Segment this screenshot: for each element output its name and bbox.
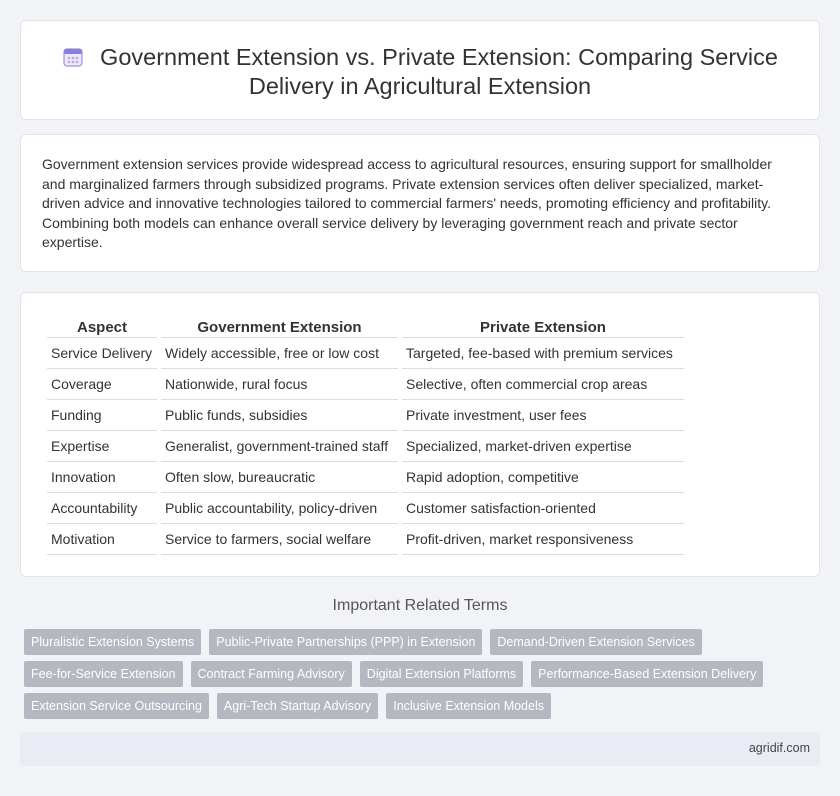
title-line-1: Government Extension vs. Private Extension: Comparing Service [100,44,778,70]
header-card [20,20,820,120]
tag-row [24,693,744,719]
aspect-cell: Accountability [47,493,157,524]
government-cell: Public accountability, policy-driven [161,493,398,524]
aspect-cell: Service Delivery [47,338,157,369]
tag-pluralistic-extension-systems[interactable]: Pluralistic Extension Systems [24,629,201,655]
tag-inclusive-extension-models[interactable]: Inclusive Extension Models [386,693,551,719]
aspect-cell: Funding [47,400,157,431]
government-cell: Nationwide, rural focus [161,369,398,400]
government-cell: Widely accessible, free or low cost [161,338,398,369]
table-row [47,524,684,555]
tag-contract-farming-advisory[interactable]: Contract Farming Advisory [191,661,352,687]
government-cell: Public funds, subsidies [161,400,398,431]
private-cell: Rapid adoption, competitive [402,462,684,493]
intro-card [20,134,820,272]
aspect-cell: Coverage [47,369,157,400]
table-row [47,431,684,462]
tag-digital-extension-platforms[interactable]: Digital Extension Platforms [360,661,523,687]
aspect-cell: Expertise [47,431,157,462]
aspect-cell: Motivation [47,524,157,555]
private-cell: Selective, often commercial crop areas [402,369,684,400]
table-row [47,369,684,400]
private-cell: Customer satisfaction-oriented [402,493,684,524]
table-row [47,400,684,431]
private-cell: Profit-driven, market responsiveness [402,524,684,555]
government-cell: Service to farmers, social welfare [161,524,398,555]
footer [20,732,820,766]
table-row [47,338,684,369]
government-cell: Generalist, government-trained staff [161,431,398,462]
table-row [47,493,684,524]
government-cell: Often slow, bureaucratic [161,462,398,493]
header-aspect: Aspect [47,315,157,338]
header-private: Private Extension [402,315,684,338]
intro-paragraph: Government extension services provide widespread access to agricultural resources, ensuring support for smallholder and marginalized farmers through subsidized programs. Private extension services often deliver specialized, market-driven advice and innovative technologies tailored to commercial farmers' needs, promoting efficiency and profitability. Combining both models can enhance overall service delivery by leveraging government reach and private sector expertise. [42,156,772,251]
related-terms-title: Important Related Terms [332,597,508,614]
comparison-table-card [20,292,820,577]
tag-public-private-partnerships[interactable]: Public-Private Partnerships (PPP) in Extension [209,629,482,655]
private-cell: Private investment, user fees [402,400,684,431]
calendar-grid-icon [62,46,84,68]
page-title [21,43,819,101]
footer-site-link[interactable]: agridif.com [748,741,810,755]
tag-agri-tech-startup-advisory[interactable]: Agri-Tech Startup Advisory [217,693,378,719]
related-terms-tags [24,629,757,725]
tag-demand-driven-extension-services[interactable]: Demand-Driven Extension Services [490,629,701,655]
aspect-cell: Innovation [47,462,157,493]
comparison-table [43,315,688,555]
header-government: Government Extension [161,315,398,338]
tag-fee-for-service-extension[interactable]: Fee-for-Service Extension [24,661,183,687]
private-cell: Targeted, fee-based with premium services [402,338,684,369]
title-line-2: Delivery in Agricultural Extension [248,73,592,99]
tag-row [24,661,757,687]
tag-row [24,629,744,655]
tag-extension-service-outsourcing[interactable]: Extension Service Outsourcing [24,693,209,719]
table-row [47,462,684,493]
private-cell: Specialized, market-driven expertise [402,431,684,462]
table-header-row [47,315,684,338]
tag-performance-based-extension-delivery[interactable]: Performance-Based Extension Delivery [531,661,763,687]
